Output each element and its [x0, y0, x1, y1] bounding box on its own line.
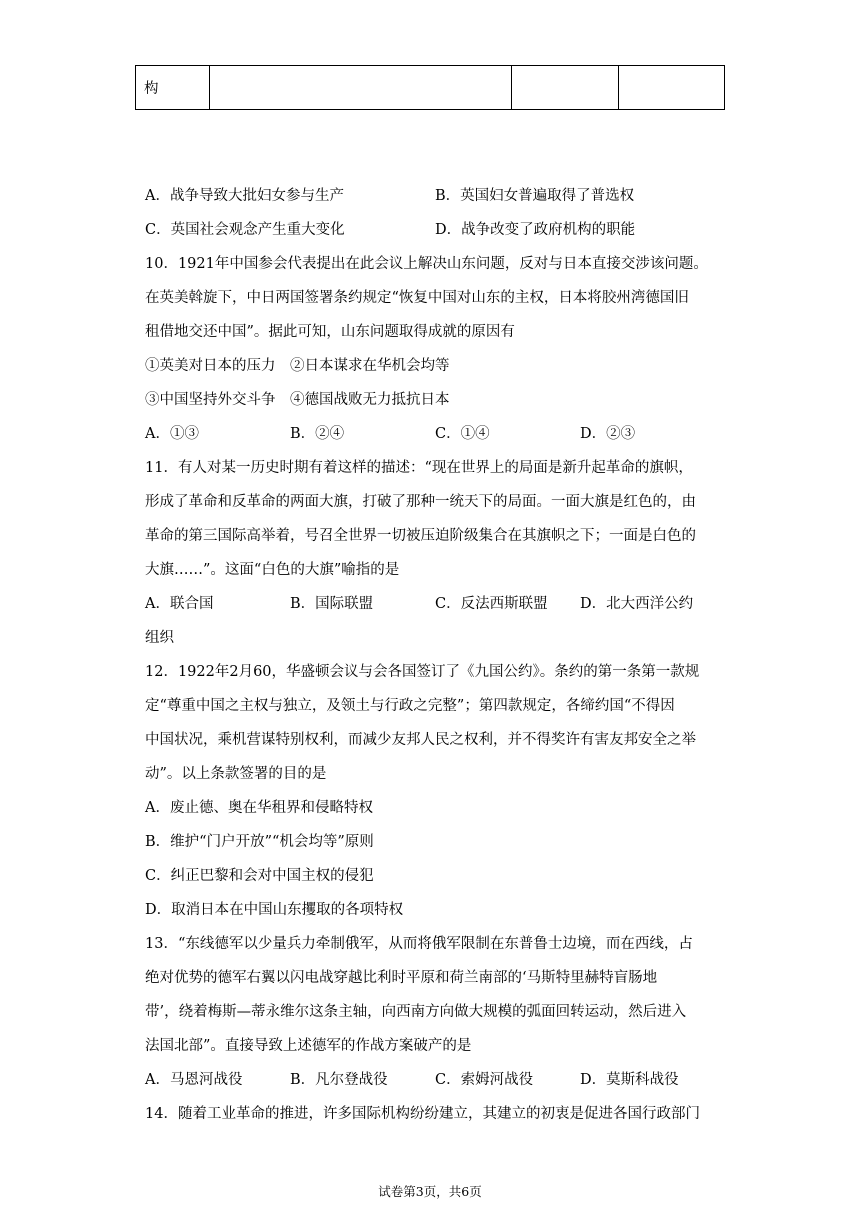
q10-options-row	[145, 422, 725, 456]
table-row	[136, 66, 725, 110]
q11-stem-line: 11．有人对某一历史时期有着这样的描述：“现在世界上的局面是新升起革命的旗帜，	[145, 460, 693, 476]
q12-stem-line: 12．1922年2月60，华盛顿会议与会各国签订了《九国公约》。条约的第一条第一款规	[145, 664, 700, 680]
q10-stem-line: 租借地交还中国”。据此可知，山东问题取得成就的原因有	[145, 324, 515, 340]
q12-option-a: A．废止德、奥在华租界和侵略特权	[145, 800, 373, 816]
q10-option-a: A．①③	[145, 426, 199, 442]
q13-option-c: C．索姆河战役	[435, 1072, 534, 1088]
q11-option-d: D．北大西洋公约	[580, 596, 694, 612]
q13-option-d: D．莫斯科战役	[580, 1072, 679, 1088]
q11-option-b: B．国际联盟	[290, 596, 374, 612]
q11-stem-line: 革命的第三国际高举着，号召全世界一切被压迫阶级集合在其旗帜之下；一面是白色的	[145, 528, 696, 544]
q12-stem-line: 动”。以上条款签署的目的是	[145, 766, 327, 782]
q13-stem-line: 13．“东线德军以少量兵力牵制俄军，从而将俄军限制在东普鲁士边境，而在西线，占	[145, 936, 693, 952]
q13-stem-line: 法国北部”。直接导致上述德军的作战方案破产的是	[145, 1038, 472, 1054]
q14-stem-line: 14．随着工业革命的推进，许多国际机构纷纷建立，其建立的初衷是促进各国行政部门	[145, 1106, 700, 1122]
q11-stem-line: 大旗……”。这面“白色的大旗”喻指的是	[145, 562, 400, 578]
q9-option-d: D．战争改变了政府机构的职能	[435, 222, 636, 238]
q10-item-line: ①英美对日本的压力 ②日本谋求在华机会均等	[145, 358, 450, 374]
q11-option-c: C．反法西斯联盟	[435, 596, 548, 612]
q12-option-c: C．纠正巴黎和会对中国主权的侵犯	[145, 868, 374, 884]
q11-options-row	[145, 592, 725, 626]
q11-option-a: A．联合国	[145, 596, 214, 612]
page-footer: 试卷第3页，共6页	[378, 1184, 482, 1199]
q13-stem-line: 绝对优势的德军右翼以闪电战穿越比利时平原和荷兰南部的‘马斯特里赫特盲肠地	[145, 970, 658, 986]
table-cell	[210, 66, 512, 110]
q9-option-c: C．英国社会观念产生重大变化	[145, 222, 345, 238]
q12-stem-line: 定“尊重中国之主权与独立，及领土与行政之完整”；第四款规定，各缔约国“不得因	[145, 698, 675, 714]
q13-option-a: A．马恩河战役	[145, 1072, 243, 1088]
table-cell	[512, 66, 619, 110]
answer-table-fragment	[135, 65, 725, 110]
question-content	[145, 184, 725, 1136]
q11-stem-line: 形成了革命和反革命的两面大旗，打破了那种一统天下的局面。一面大旗是红色的，由	[145, 494, 696, 510]
q9-option-a: A．战争导致大批妇女参与生产	[145, 188, 344, 204]
q9-options-row-1	[145, 184, 725, 218]
q11-option-d-wrap: 组织	[145, 630, 174, 646]
q9-option-b: B．英国妇女普遍取得了普选权	[435, 188, 635, 204]
q9-options-row-2	[145, 218, 725, 252]
q13-options-row	[145, 1068, 725, 1102]
q13-stem-line: 带’，绕着梅斯—蒂永维尔这条主轴，向西南方向做大规模的弧面回转运动，然后进入	[145, 1004, 687, 1020]
table-cell	[619, 66, 725, 110]
q10-option-b: B．②④	[290, 426, 345, 442]
q13-option-b: B．凡尔登战役	[290, 1072, 388, 1088]
q10-option-d: D．②③	[580, 426, 636, 442]
table-cell: 构	[136, 66, 210, 110]
q10-stem-line: 10．1921年中国参会代表提出在此会议上解决山东问题，反对与日本直接交涉该问题。	[145, 256, 708, 272]
q12-option-d: D．取消日本在中国山东攫取的各项特权	[145, 902, 404, 918]
q12-option-b: B．维护“门户开放”“机会均等”原则	[145, 834, 374, 850]
q10-option-c: C．①④	[435, 426, 490, 442]
q10-stem-line: 在英美斡旋下，中日两国签署条约规定“恢复中国对山东的主权，日本将胶州湾德国旧	[145, 290, 689, 306]
q12-stem-line: 中国状况，乘机营谋特别权利，而减少友邦人民之权利，并不得奖许有害友邦安全之举	[145, 732, 696, 748]
q10-item-line: ③中国坚持外交斗争 ④德国战败无力抵抗日本	[145, 392, 450, 408]
